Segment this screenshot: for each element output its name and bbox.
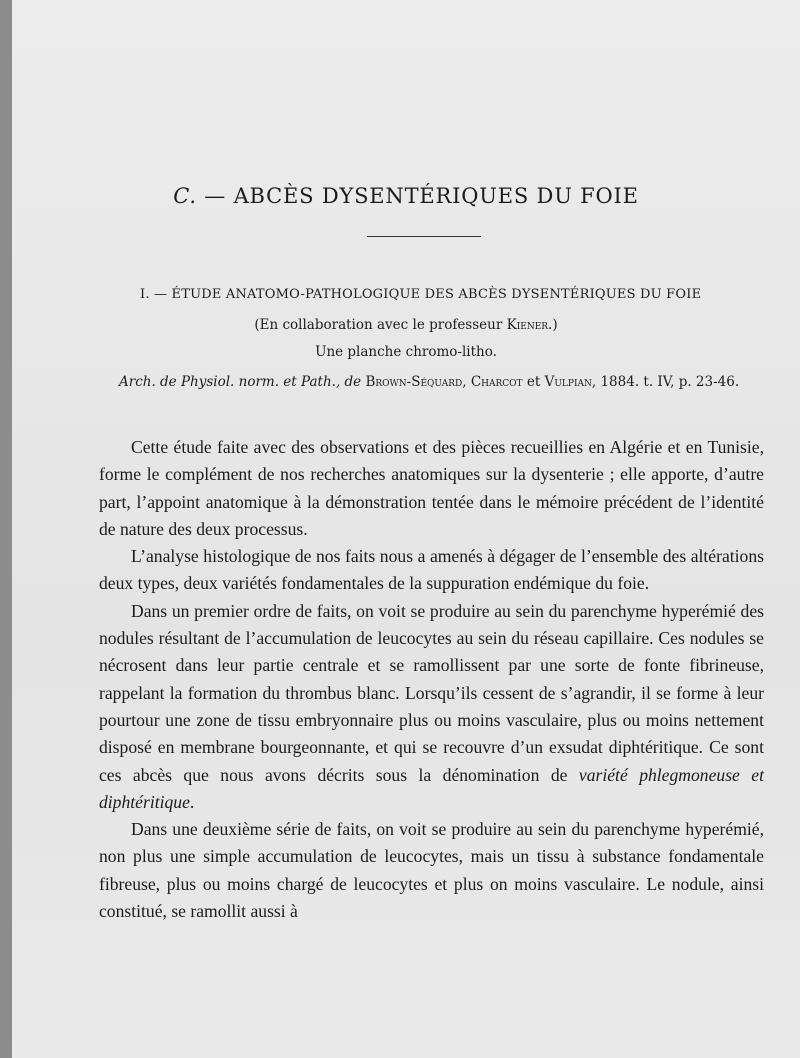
citation-sep: , [462, 374, 467, 390]
title-divider [367, 236, 481, 237]
citation-et: et [526, 374, 541, 390]
paragraph-4: Dans une deuxième série de faits, on voit se produire au sein du parenchyme hyperémié, non plus une simple accumulation de leucocytes, mais un tissu à substance fondamentale fibreuse, plus ou moins chargé de leucocytes et plus on moins vasculaire. Le nodule, ainsi constitué, se ramollit aussi à [99, 819, 764, 922]
collaboration-suffix: .) [548, 317, 558, 333]
paragraph-1: Cette étude faite avec des observations et des pièces recueillies en Algérie et en Tunisie, forme le complément de nos recherches anatomiques sur la dysenterie ; elle apporte, d’autre part, l’appoint anatomique à la démonstration tentée dans le mémoire précédent de l’identité de nature des deux processus. [99, 437, 764, 539]
paragraph-3-text: Dans un premier ordre de faits, on voit se produire au sein du parenchyme hyperémié des nodules résultant de l’accumulation de leucocytes au sein du réseau capillaire. Ces nodules se nécrosent dans leur partie centrale et se ramollissent par une sorte de fonte fibrineuse, rappelant la formation du thrombus blanc. Lorsqu’ils cessent de s’agrandir, il se forme à leur pourtour une zone de tissu embryonnaire plus ou moins vasculaire, plus ou moins nettement disposé en membrane bourgeonnante, et qui se recouvre d’un exsudat diphtéritique. Ce sont ces abcès que nous avons décrits sous la dénomination de [99, 600, 764, 785]
body-text [99, 434, 764, 925]
section-title-text: — ABCÈS DYSENTÉRIQUES DU FOIE [204, 184, 639, 208]
citation [119, 371, 764, 393]
document-page [12, 0, 800, 1058]
citation-editor-3: Vulpian [544, 374, 592, 390]
paragraph-3 [99, 598, 764, 816]
citation-details: , 1884. t. IV, p. 23-46. [591, 374, 740, 390]
collaborator-name: Kiener [506, 317, 549, 333]
paragraph-3-end: . [189, 791, 195, 812]
paragraph-3-italic: variété phlegmoneuse et diphtéritique [99, 764, 764, 812]
paragraph-2: L’analyse histologique de nos faits nous a amenés à dégager de l’ensemble des altérations deux types, deux variétés fondamentales de la suppuration endémique du foie. [99, 546, 764, 594]
citation-journal: Arch. de Physiol. norm. et Path., [119, 374, 341, 390]
citation-de: de [344, 374, 362, 390]
collaboration-prefix: (En collaboration avec le professeur [254, 317, 503, 333]
section-title [12, 184, 800, 208]
sub-heading: I. — ÉTUDE ANATOMO-PATHOLOGIQUE DES ABCÈS DYSENTÉRIQUES DU FOIE [140, 287, 702, 302]
plate-note: Une planche chromo-litho. [315, 344, 497, 360]
citation-editor-2: Charcot [470, 374, 523, 390]
collaboration-note [12, 317, 800, 333]
citation-editor-1: Brown-Séquard [365, 374, 463, 390]
section-letter: C. [173, 184, 197, 208]
